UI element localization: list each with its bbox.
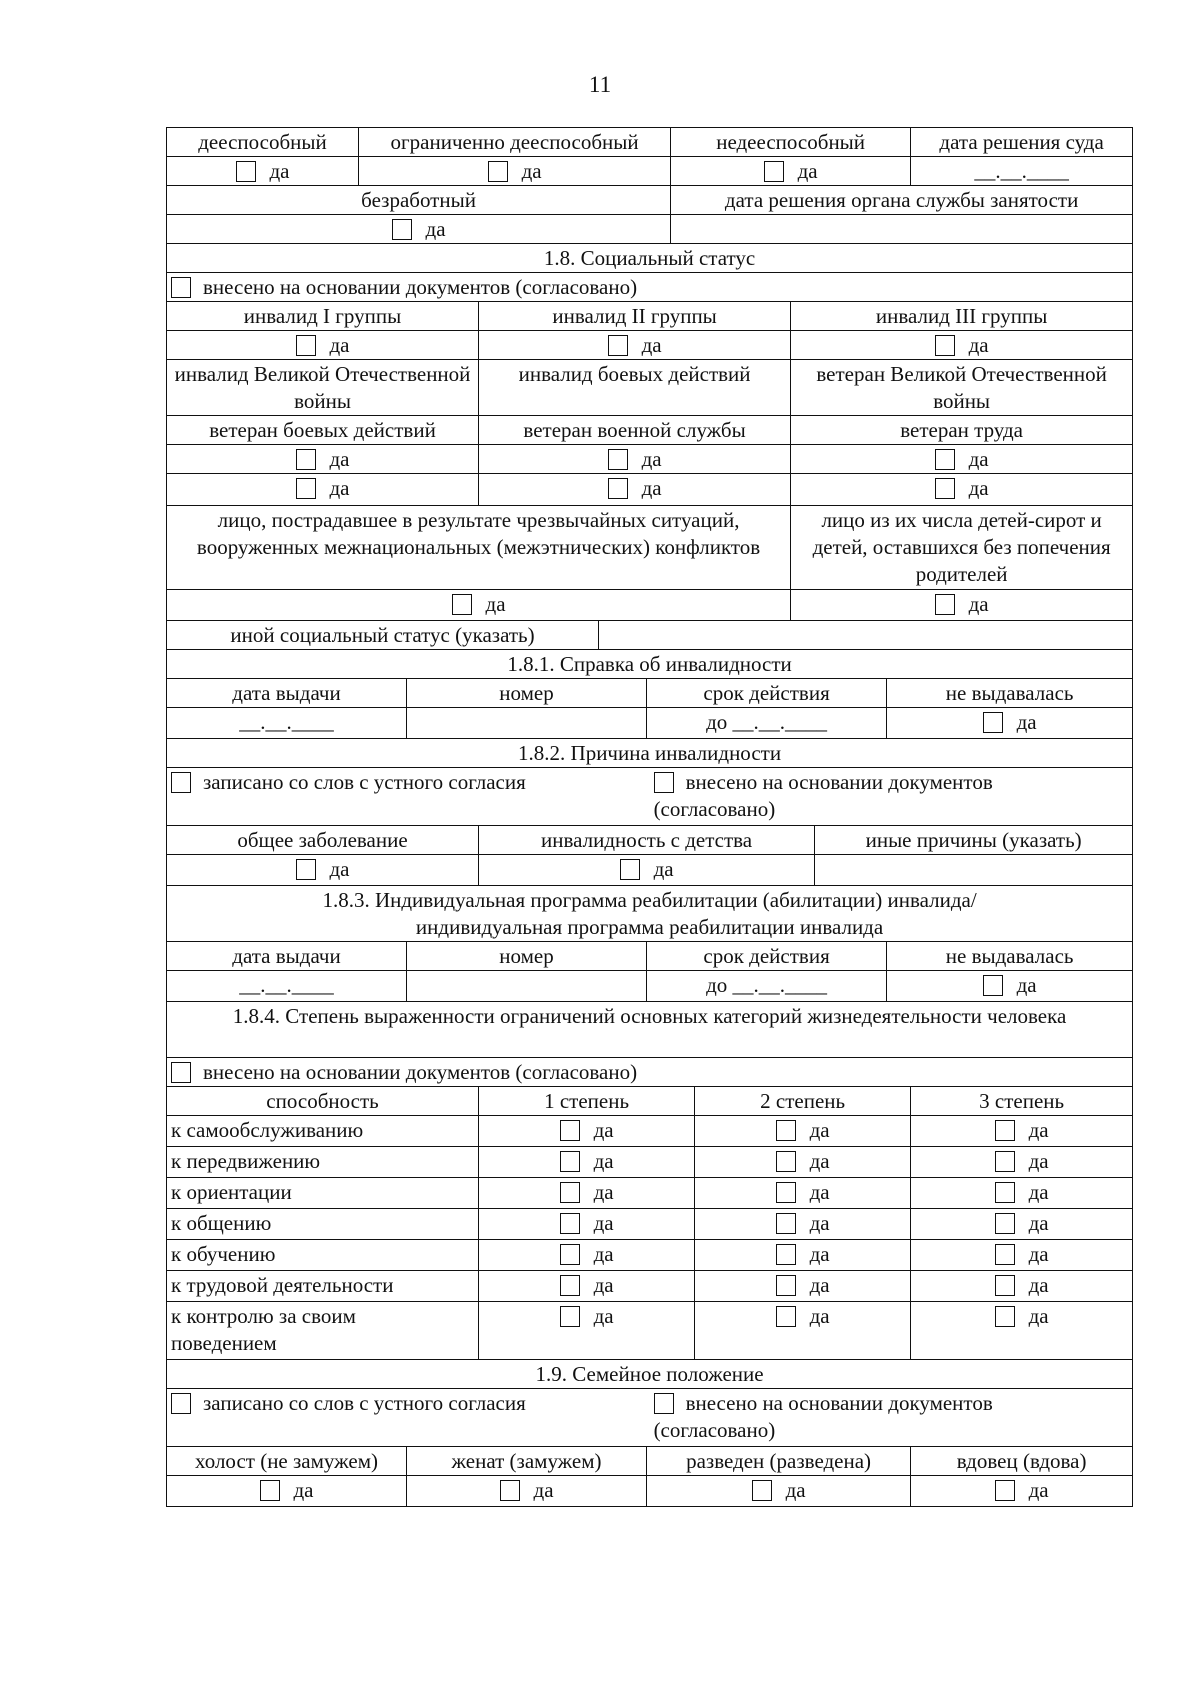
checkbox[interactable] <box>995 1275 1015 1296</box>
checkbox[interactable] <box>654 772 674 793</box>
yes-label: да <box>968 476 989 500</box>
section-title-limits: 1.8.4. Степень выраженности ограничений основных категорий жизнедеятельности человека <box>167 1002 1133 1058</box>
checkbox[interactable] <box>171 1393 191 1414</box>
divorced-header: разведен (разведена) <box>647 1447 911 1476</box>
yes-label: да <box>968 592 989 616</box>
yes-label: да <box>809 1304 830 1328</box>
checkbox-cell <box>167 855 479 886</box>
not-issued-cell <box>887 971 1133 1002</box>
header-capable: дееспособный <box>167 128 359 157</box>
section-title-certificate: 1.8.1. Справка об инвалидности <box>167 650 1133 679</box>
yes-label: да <box>809 1180 830 1204</box>
checkbox[interactable] <box>296 335 316 356</box>
checkbox[interactable] <box>171 772 191 793</box>
employment-date-label: дата решения органа службы занятости <box>671 186 1133 215</box>
yes-label: да <box>329 857 350 881</box>
yes-label: да <box>329 476 350 500</box>
court-date-field[interactable]: __.__.____ <box>911 157 1133 186</box>
checkbox-cell <box>695 1240 911 1271</box>
yes-label: да <box>533 1478 554 1502</box>
married-header: женат (замужем) <box>407 1447 647 1476</box>
checkbox[interactable] <box>560 1120 580 1141</box>
yes-label: да <box>329 333 350 357</box>
checkbox-cell <box>695 1116 911 1147</box>
ability-label: к общению <box>167 1209 479 1240</box>
yes-label: да <box>809 1211 830 1235</box>
checkbox[interactable] <box>776 1151 796 1172</box>
childhood-disability-header: инвалидность с детства <box>479 826 815 855</box>
validity-header: срок действия <box>647 679 887 708</box>
checkbox-cell <box>695 1178 911 1209</box>
emergency-cell <box>167 590 791 621</box>
oral-consent-label: записано со слов с устного согласия <box>203 1391 526 1415</box>
checkbox-cell <box>167 445 479 474</box>
checkbox[interactable] <box>776 1244 796 1265</box>
not-issued-header: не выдавалась <box>887 942 1133 971</box>
yes-label: да <box>593 1149 614 1173</box>
checkbox[interactable] <box>500 1480 520 1501</box>
checkbox-cell <box>695 1209 911 1240</box>
ability-label: к обучению <box>167 1240 479 1271</box>
yes-label: да <box>968 333 989 357</box>
checkbox[interactable] <box>620 859 640 880</box>
checkbox-cell <box>791 474 1133 506</box>
checkbox-cell <box>407 1476 647 1507</box>
yes-label: да <box>1028 1118 1049 1142</box>
checkbox-cell <box>479 1271 695 1302</box>
other-causes-field[interactable] <box>815 855 1133 886</box>
checkbox[interactable] <box>236 161 256 182</box>
issue-date-header: дата выдачи <box>167 942 407 971</box>
checkbox-cell <box>695 1271 911 1302</box>
checkbox[interactable] <box>764 161 784 182</box>
other-causes-header: иные причины (указать) <box>815 826 1133 855</box>
checkbox[interactable] <box>776 1275 796 1296</box>
checkbox[interactable] <box>260 1480 280 1501</box>
yes-label: да <box>1028 1478 1049 1502</box>
checkbox[interactable] <box>608 478 628 499</box>
group-3-cell <box>791 331 1133 360</box>
group-1-cell <box>167 331 479 360</box>
docs-label: внесено на основании документов (согласовано) <box>653 1391 993 1442</box>
unemployed-label: безработный <box>167 186 671 215</box>
yes-label: да <box>593 1180 614 1204</box>
checkbox-cell <box>911 1116 1133 1147</box>
combat-disabled-label: инвалид боевых действий <box>479 360 791 416</box>
yes-label: да <box>809 1273 830 1297</box>
checkbox[interactable] <box>983 712 1003 733</box>
checkbox[interactable] <box>776 1306 796 1327</box>
yes-label: да <box>269 159 290 183</box>
checkbox[interactable] <box>560 1151 580 1172</box>
yes-label: да <box>1028 1211 1049 1235</box>
checkbox-cell <box>479 474 791 506</box>
checkbox[interactable] <box>935 594 955 615</box>
yes-label: да <box>641 447 662 471</box>
social-docs-row <box>167 273 1133 302</box>
checkbox[interactable] <box>171 277 191 298</box>
validity-header: срок действия <box>647 942 887 971</box>
yes-label: да <box>809 1149 830 1173</box>
checkbox-cell <box>911 1240 1133 1271</box>
yes-label: да <box>593 1211 614 1235</box>
degree-3-header: 3 степень <box>911 1087 1133 1116</box>
checkbox[interactable] <box>560 1213 580 1234</box>
yes-label: да <box>521 159 542 183</box>
disability-group-3: инвалид III группы <box>791 302 1133 331</box>
issue-date-field[interactable]: __.__.____ <box>167 971 407 1002</box>
checkbox[interactable] <box>935 335 955 356</box>
checkbox[interactable] <box>296 449 316 470</box>
issue-date-header: дата выдачи <box>167 679 407 708</box>
checkbox[interactable] <box>560 1306 580 1327</box>
limits-docs-row <box>167 1058 1133 1087</box>
validity-field[interactable]: до __.__.____ <box>647 971 887 1002</box>
yes-label: да <box>1028 1304 1049 1328</box>
checkbox[interactable] <box>171 1062 191 1083</box>
checkbox[interactable] <box>654 1393 674 1414</box>
yes-label: да <box>797 159 818 183</box>
yes-label: да <box>641 333 662 357</box>
checkbox[interactable] <box>995 1244 1015 1265</box>
checkbox[interactable] <box>752 1480 772 1501</box>
yes-label: да <box>1016 973 1037 997</box>
checkbox[interactable] <box>392 219 412 240</box>
limited-cell <box>359 157 671 186</box>
checkbox-cell <box>479 1178 695 1209</box>
yes-label: да <box>1028 1149 1049 1173</box>
number-header: номер <box>407 942 647 971</box>
docs-label: внесено на основании документов (согласовано) <box>203 275 638 299</box>
general-disease-header: общее заболевание <box>167 826 479 855</box>
section-title-family: 1.9. Семейное положение <box>167 1360 1133 1389</box>
checkbox-cell <box>167 474 479 506</box>
not-issued-cell <box>887 708 1133 739</box>
header-limited-capable: ограниченно дееспособный <box>359 128 671 157</box>
yes-label: да <box>593 1273 614 1297</box>
checkbox-cell <box>695 1147 911 1178</box>
checkbox[interactable] <box>608 335 628 356</box>
ww2-disabled-label: инвалид Великой Отечественной войны <box>167 360 479 416</box>
checkbox[interactable] <box>560 1182 580 1203</box>
ability-label: к самообслуживанию <box>167 1116 479 1147</box>
checkbox[interactable] <box>296 478 316 499</box>
yes-label: да <box>809 1118 830 1142</box>
checkbox-cell <box>911 1147 1133 1178</box>
ability-label: к трудовой деятельности <box>167 1271 479 1302</box>
yes-label: да <box>593 1304 614 1328</box>
checkbox[interactable] <box>995 1213 1015 1234</box>
checkbox[interactable] <box>560 1244 580 1265</box>
checkbox[interactable] <box>452 594 472 615</box>
combat-veteran-label: ветеран боевых действий <box>167 416 479 445</box>
group-2-cell <box>479 331 791 360</box>
checkbox[interactable] <box>296 859 316 880</box>
yes-label: да <box>1016 710 1037 734</box>
checkbox-cell <box>479 1302 695 1360</box>
other-status-label: иной социальный статус (указать) <box>167 621 599 650</box>
section-title-social: 1.8. Социальный статус <box>167 244 1133 273</box>
widowed-header: вдовец (вдова) <box>911 1447 1133 1476</box>
number-header: номер <box>407 679 647 708</box>
checkbox-cell <box>911 1209 1133 1240</box>
disability-group-1: инвалид I группы <box>167 302 479 331</box>
yes-label: да <box>593 1118 614 1142</box>
section-title-cause: 1.8.2. Причина инвалидности <box>167 739 1133 768</box>
checkbox[interactable] <box>995 1306 1015 1327</box>
degree-1-header: 1 степень <box>479 1087 695 1116</box>
labor-veteran-label: ветеран труда <box>791 416 1133 445</box>
employment-date-field[interactable] <box>671 215 1133 244</box>
yes-label: да <box>785 1478 806 1502</box>
ww2-veteran-label: ветеран Великой Отечественной войны <box>791 360 1133 416</box>
unemployed-cell <box>167 215 671 244</box>
checkbox[interactable] <box>995 1182 1015 1203</box>
checkbox[interactable] <box>776 1182 796 1203</box>
page-number: 11 <box>588 72 612 97</box>
checkbox-cell <box>695 1302 911 1360</box>
checkbox-cell <box>479 1116 695 1147</box>
emergency-label: лицо, пострадавшее в результате чрезвычайных ситуаций, вооруженных межнациональных (межэтнических) конфликтов <box>167 506 791 590</box>
checkbox[interactable] <box>560 1275 580 1296</box>
checkbox[interactable] <box>488 161 508 182</box>
checkbox[interactable] <box>995 1151 1015 1172</box>
degree-2-header: 2 степень <box>695 1087 911 1116</box>
checkbox-cell <box>911 1302 1133 1360</box>
ability-label: к контролю за своим поведением <box>167 1302 479 1360</box>
oral-consent-label: записано со слов с устного согласия <box>203 770 526 794</box>
orphans-cell <box>791 590 1133 621</box>
checkbox-cell <box>479 855 815 886</box>
military-veteran-label: ветеран военной службы <box>479 416 791 445</box>
disability-group-2: инвалид II группы <box>479 302 791 331</box>
yes-label: да <box>485 592 506 616</box>
ability-header: способность <box>167 1087 479 1116</box>
family-source-row <box>167 1389 1133 1447</box>
social-status-form <box>166 127 1133 1507</box>
section-title-ipr: 1.8.3. Индивидуальная программа реабилитации (абилитации) инвалида/ индивидуальная программа реабилитации инвалида <box>167 886 1133 942</box>
not-issued-header: не выдавалась <box>887 679 1133 708</box>
checkbox[interactable] <box>995 1120 1015 1141</box>
capable-cell <box>167 157 359 186</box>
docs-label: внесено на основании документов (согласовано) <box>203 1060 638 1084</box>
checkbox[interactable] <box>608 449 628 470</box>
header-incapable: недееспособный <box>671 128 911 157</box>
incapable-cell <box>671 157 911 186</box>
checkbox-cell <box>479 1147 695 1178</box>
yes-label: да <box>1028 1180 1049 1204</box>
yes-label: да <box>425 217 446 241</box>
ability-label: к ориентации <box>167 1178 479 1209</box>
validity-field[interactable]: до __.__.____ <box>647 708 887 739</box>
checkbox-cell <box>479 445 791 474</box>
yes-label: да <box>1028 1273 1049 1297</box>
yes-label: да <box>593 1242 614 1266</box>
ability-label: к передвижению <box>167 1147 479 1178</box>
checkbox[interactable] <box>776 1120 796 1141</box>
number-field[interactable] <box>407 971 647 1002</box>
other-status-field[interactable] <box>599 621 1133 650</box>
checkbox-cell <box>911 1476 1133 1507</box>
checkbox[interactable] <box>776 1213 796 1234</box>
yes-label: да <box>809 1242 830 1266</box>
checkbox-cell <box>479 1209 695 1240</box>
orphans-label: лицо из их числа детей-сирот и детей, оставшихся без попечения родителей <box>791 506 1133 590</box>
yes-label: да <box>329 447 350 471</box>
checkbox-cell <box>791 445 1133 474</box>
yes-label: да <box>293 1478 314 1502</box>
header-court-date: дата решения суда <box>911 128 1133 157</box>
yes-label: да <box>968 447 989 471</box>
single-header: холост (не замужем) <box>167 1447 407 1476</box>
checkbox[interactable] <box>935 478 955 499</box>
yes-label: да <box>1028 1242 1049 1266</box>
number-field[interactable] <box>407 708 647 739</box>
checkbox-cell <box>911 1178 1133 1209</box>
yes-label: да <box>653 857 674 881</box>
issue-date-field[interactable]: __.__.____ <box>167 708 407 739</box>
yes-label: да <box>641 476 662 500</box>
checkbox[interactable] <box>935 449 955 470</box>
checkbox[interactable] <box>995 1480 1015 1501</box>
checkbox-cell <box>911 1271 1133 1302</box>
cause-source-row <box>167 768 1133 826</box>
checkbox-cell <box>647 1476 911 1507</box>
docs-label: внесено на основании документов (согласовано) <box>653 770 993 821</box>
checkbox-cell <box>479 1240 695 1271</box>
checkbox-cell <box>167 1476 407 1507</box>
checkbox[interactable] <box>983 975 1003 996</box>
